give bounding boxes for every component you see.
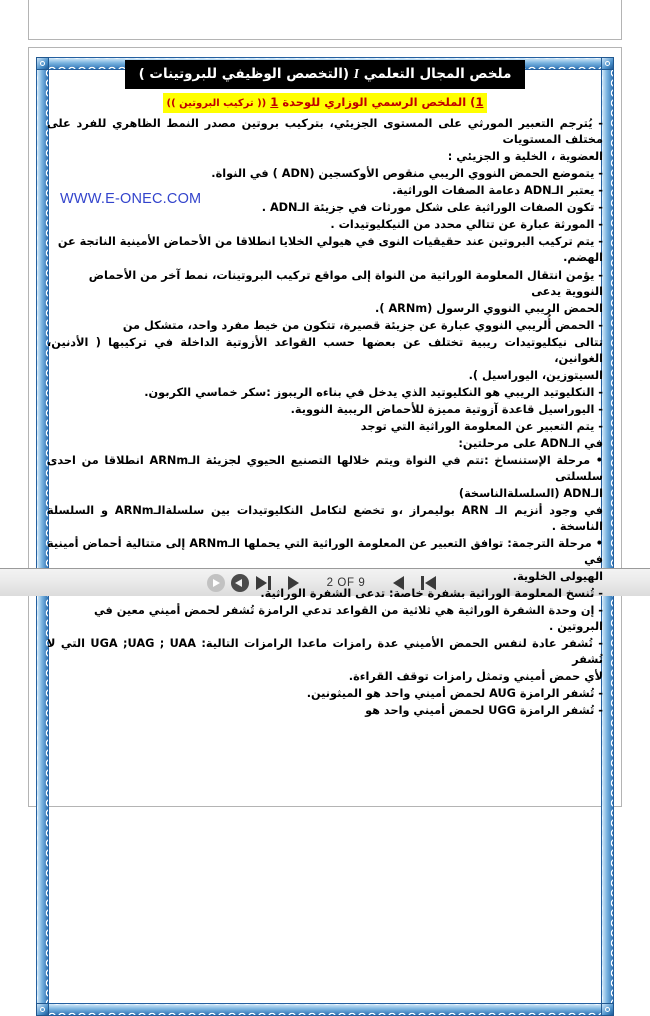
document-content <box>29 48 621 719</box>
document-subtitle-row <box>47 91 603 113</box>
body-paragraph: الـADN (السلسلةالناسخة) <box>458 486 603 500</box>
border-corner-bottom-left <box>36 1003 49 1016</box>
body-paragraph: - المورثة عبارة عن تتالي محدد من النيكليوتيدات . <box>330 218 603 232</box>
body-paragraph: • مرحلة الترجمة: توافق التعبير عن المعلومة الوراثية التي يحملها الـARNm إلى متتالية أحماض أمينية في <box>47 537 603 567</box>
body-paragraph: - إن وحدة الشفرة الوراثية هي ثلاثية من القواعد تدعي الرامزة تُشفر لحمض أميني معين في البروتين . <box>93 604 603 634</box>
body-paragraph: - تكون الصفات الوراثية على شكل مورثات في جزيئة الـADN . <box>261 201 603 215</box>
body-paragraph: الحمض الريبي النووي الرسول (ARNm ). <box>375 301 603 315</box>
body-paragraph: • مرحلة الإستنساخ :تتم في النواة ويتم خلالها التصنيع الحيوي لجزيئة الـARNm انطلاقا من احدى سلسلتى <box>47 453 603 483</box>
document-page-previous <box>28 0 622 40</box>
border-bottom-edge <box>36 1003 614 1016</box>
body-paragraph: - تُنسخ المعلومة الوراثية بشفرة خاصة: تدعى الشفرة الوراثية. <box>260 587 603 601</box>
body-paragraph: - اليوراسيل قاعدة آزوتية مميزة للأحماض الريبية النووية. <box>290 402 603 416</box>
body-paragraph: - يُترجم التعبير المورثي على المستوى الجزيئي، بتركيب بروتين مصدر النمط الظاهري للفرد على مختلف المستويات <box>47 117 603 147</box>
site-watermark: WWW.E-ONEC.COM <box>60 191 202 207</box>
body-paragraph: - تُشفر الرامزة AUG لحمض أميني واحد هو الميثونين. <box>306 687 603 701</box>
body-paragraph: - تُشفر عادة لنفس الحمض الأميني عدة رامزات ماعدا الرامزات التالية: UGA ;UAG ; UAA التي لا تُشفر <box>47 637 603 667</box>
body-paragraph: - يعتبر الـADN دعامة الصفات الوراثية. <box>392 184 603 198</box>
document-page-current <box>28 47 622 807</box>
body-paragraph: في الـADN على مرحلتين: <box>458 436 603 450</box>
body-paragraph: العضوية ، الخلية و الجزيئي : <box>447 150 603 164</box>
subtitle-tail: (( تركيب البروتين )) <box>166 98 267 110</box>
body-paragraph: تتالى نيكليوتيدات ريبية تختلف عن بعضها حسب القواعد الأزوتية الداخلة في تركيبها ( الأدنين، الغوانين، <box>47 335 603 365</box>
page-indicator: 2 OF 9 <box>326 576 366 589</box>
border-corner-bottom-right <box>601 1003 614 1016</box>
body-paragraph: لأي حمض أميني وتمثل رامزات توقف القراءة. <box>348 670 603 684</box>
subtitle-number: 1 <box>475 95 484 110</box>
body-paragraph: - تُشفر الرامزة UGG لحمض أميني واحد هو <box>365 704 603 718</box>
body-paragraph: - يتموضع الحمض النووي الريبي منقوص الأوكسجين (ADN ) في النواة. <box>211 167 603 181</box>
body-paragraph: - النكليوتيد الريبي هو النكليوتيد الذي يدخل في بناءه الريبوز :سكر خماسي الكربون. <box>144 385 603 399</box>
body-paragraph: - يؤمن انتقال المعلومة الوراثية من النواة إلى مواقع تركيب البروتينات، نمط آخر من الأحماض النووية يدعى <box>88 268 603 298</box>
page-title-roman-numeral: I <box>353 66 359 81</box>
body-paragraph: في وجود أنزيم الـ ARN بوليمراز ،و تخضع لتكامل النكليوتيدات بين سلسلةالـARNm و السلسلة الناسخة . <box>47 503 603 533</box>
body-paragraph: - الحمض أُلريبي النووي عبارة عن جزيئة قصيرة، تتكون من خيط مفرد واحد، متشكل من <box>122 318 603 332</box>
page-title-prefix: ملخص المجال التعلمي <box>363 66 512 82</box>
body-paragraph: - يتم التعبير عن المعلومة الوراثية التي توجد <box>360 419 603 433</box>
section-subtitle <box>163 93 488 113</box>
subtitle-unit-number: 1 <box>270 95 279 110</box>
body-paragraph: السيتوزين، اليوراسيل ). <box>468 368 603 382</box>
page-title <box>125 60 526 89</box>
body-paragraph: الهيولى الخلوية. <box>512 570 603 584</box>
body-paragraph: - يتم تركيب البروتين عند حقيقيات النوى في هيولي الخلايا انطلاقا من الأحماض الأمينية الناتجة عن الهضم. <box>57 235 603 265</box>
subtitle-text: ) الملخص الرسمي الوزاري للوحدة <box>282 95 476 110</box>
document-title-row <box>47 60 603 89</box>
page-title-suffix: (التخصص الوظيفي للبروتينات ) <box>138 66 350 82</box>
